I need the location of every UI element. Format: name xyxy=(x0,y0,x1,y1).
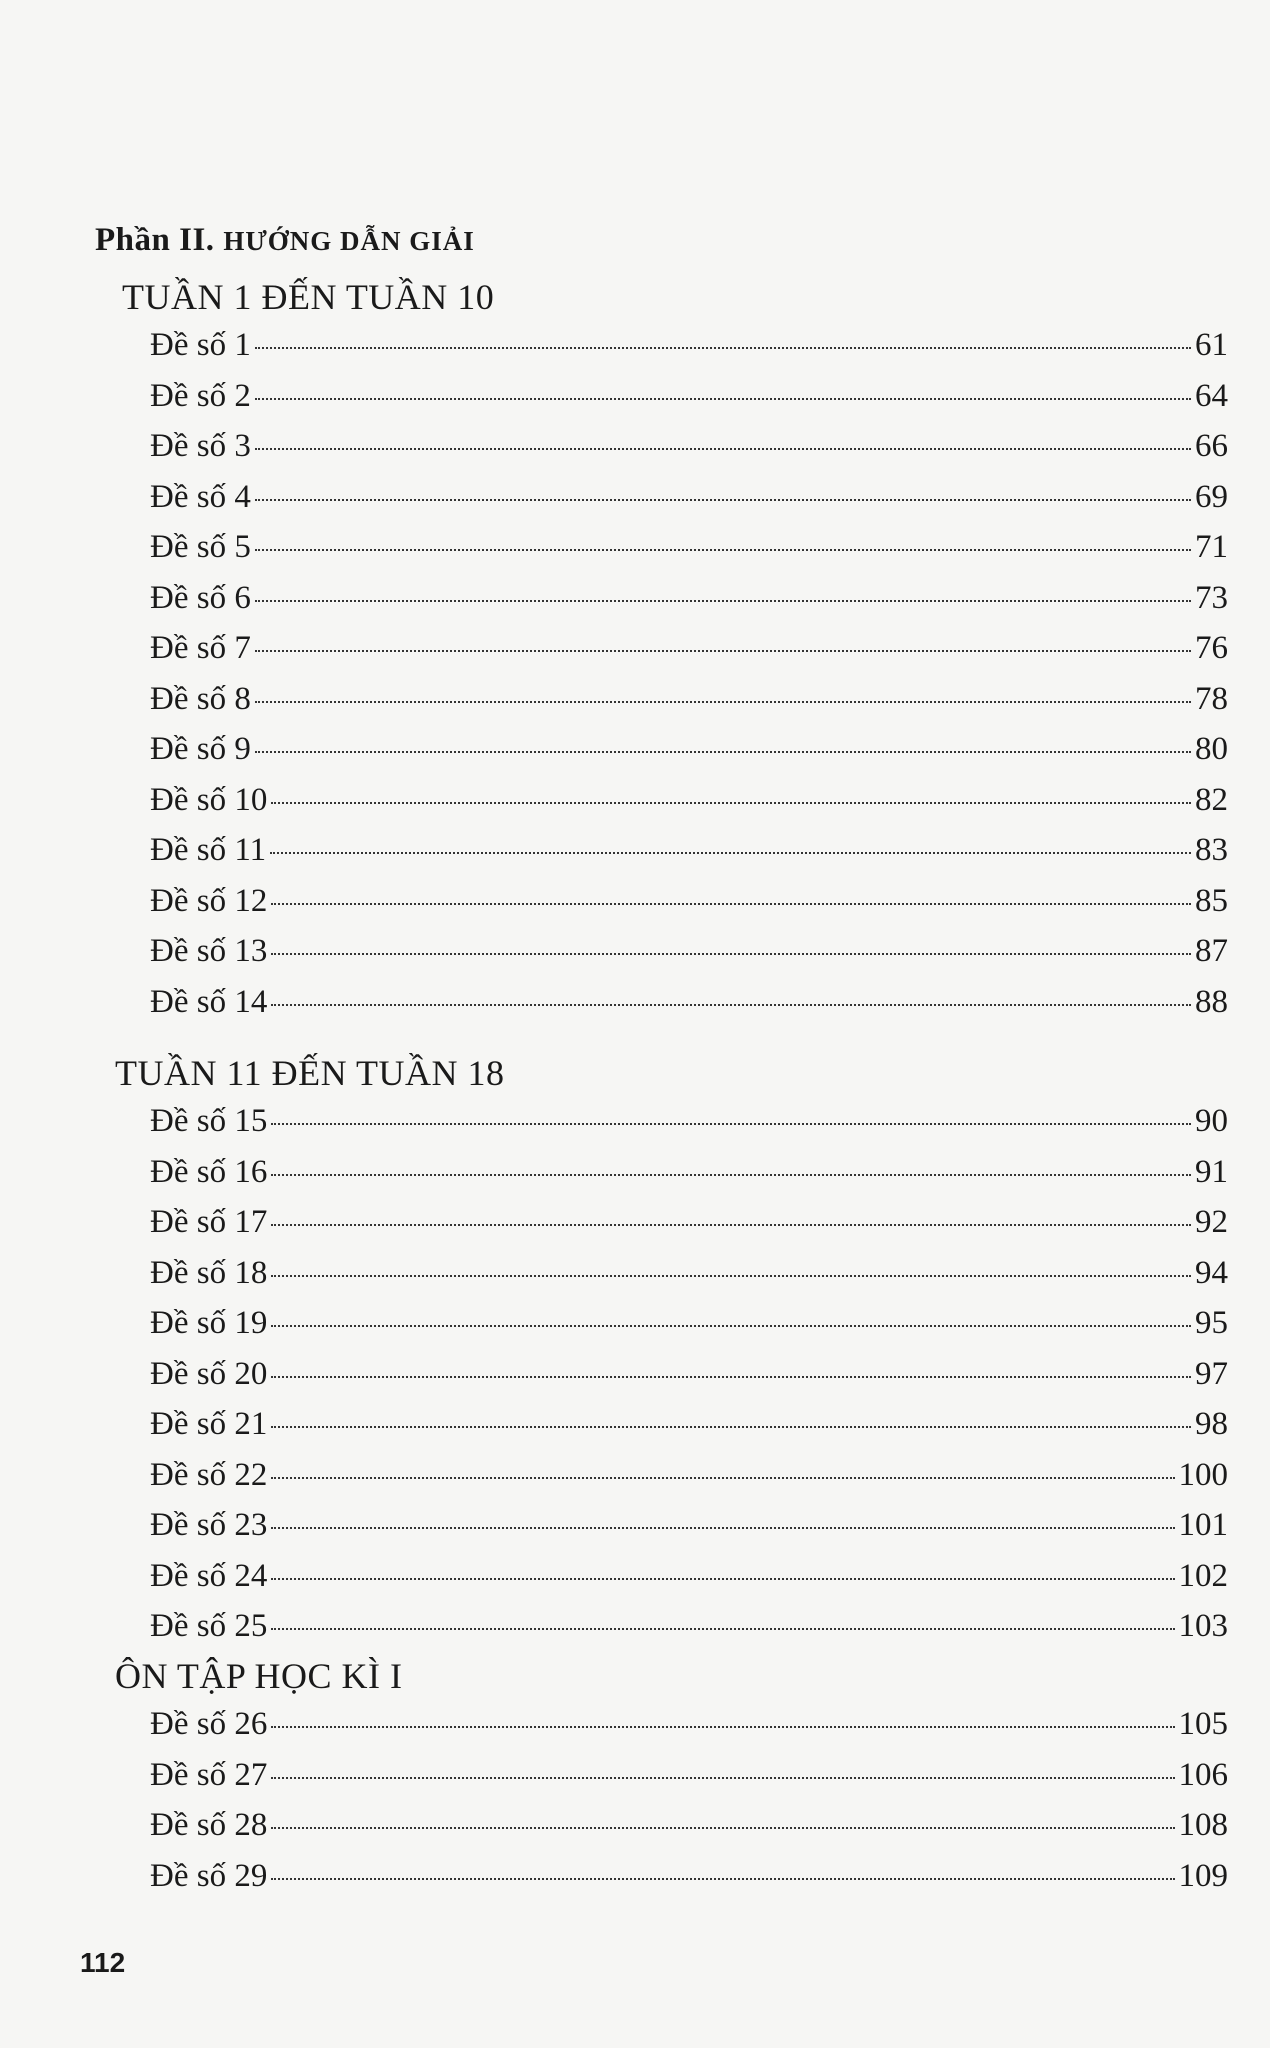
toc-entry[interactable] xyxy=(150,479,1228,516)
toc-entry-page: 106 xyxy=(1178,1756,1228,1793)
toc-entry-page: 73 xyxy=(1195,579,1228,616)
dot-leader xyxy=(271,1123,1191,1125)
toc-entry-label: Đề số 27 xyxy=(150,1756,268,1793)
toc-entry[interactable] xyxy=(150,731,1228,768)
dot-leader xyxy=(255,549,1191,551)
toc-entry[interactable] xyxy=(150,1757,1228,1794)
toc-entry[interactable] xyxy=(150,1305,1228,1342)
section-heading: TUẦN 11 ĐẾN TUẦN 18 xyxy=(115,1053,505,1093)
toc-entry-label: Đề số 20 xyxy=(150,1355,268,1392)
toc-entry-page: 69 xyxy=(1195,478,1228,515)
toc-entry-label: Đề số 19 xyxy=(150,1305,268,1341)
toc-entry[interactable] xyxy=(150,1406,1228,1443)
toc-entry-page: 61 xyxy=(1195,327,1228,363)
toc-entry-page: 91 xyxy=(1195,1153,1228,1190)
toc-entry-page: 88 xyxy=(1195,983,1228,1020)
toc-entry[interactable] xyxy=(150,832,1228,869)
toc-entry-label: Đề số 15 xyxy=(150,1103,268,1139)
toc-entry-page: 103 xyxy=(1178,1608,1228,1644)
toc-entry-label: Đề số 23 xyxy=(150,1507,268,1543)
toc-entry-page: 64 xyxy=(1195,377,1228,414)
toc-entry-page: 90 xyxy=(1195,1103,1228,1139)
section-heading: TUẦN 1 ĐẾN TUẦN 10 xyxy=(122,277,495,317)
toc-entry-label: Đề số 13 xyxy=(150,933,268,969)
toc-entry-label: Đề số 10 xyxy=(150,781,268,818)
toc-entry[interactable] xyxy=(150,1204,1228,1241)
dot-leader xyxy=(271,1578,1174,1580)
toc-entry-page: 87 xyxy=(1195,933,1228,969)
toc-entry-page: 102 xyxy=(1178,1557,1228,1594)
dot-leader xyxy=(271,1224,1191,1226)
toc-entry-page: 100 xyxy=(1178,1456,1228,1493)
dot-leader xyxy=(271,953,1191,955)
toc-entry[interactable] xyxy=(150,933,1228,970)
dot-leader xyxy=(271,1376,1191,1378)
dot-leader xyxy=(255,448,1191,450)
dot-leader xyxy=(255,650,1191,652)
toc-entry[interactable] xyxy=(150,529,1228,566)
dot-leader xyxy=(271,802,1191,804)
dot-leader xyxy=(271,1275,1191,1277)
toc-entry[interactable] xyxy=(150,883,1228,920)
toc-entry-page: 85 xyxy=(1195,882,1228,919)
toc-entry[interactable] xyxy=(150,1858,1228,1895)
toc-entry-page: 83 xyxy=(1195,832,1228,868)
dot-leader xyxy=(271,1527,1174,1529)
toc-entry-label: Đề số 29 xyxy=(150,1857,268,1894)
dot-leader xyxy=(271,1004,1191,1006)
toc-entry-page: 109 xyxy=(1178,1857,1228,1894)
toc-entry[interactable] xyxy=(150,1154,1228,1191)
toc-entry[interactable] xyxy=(150,327,1228,364)
toc-entry-label: Đề số 4 xyxy=(150,478,251,515)
toc-entry[interactable] xyxy=(150,1356,1228,1393)
toc-entry-label: Đề số 2 xyxy=(150,377,251,414)
toc-entry[interactable] xyxy=(150,1103,1228,1140)
toc-entry-label: Đề số 17 xyxy=(150,1204,268,1240)
toc-entry-page: 78 xyxy=(1195,680,1228,717)
toc-entry[interactable] xyxy=(150,1706,1228,1743)
toc-entry-label: Đề số 14 xyxy=(150,983,268,1020)
dot-leader xyxy=(271,1426,1191,1428)
toc-entry[interactable] xyxy=(150,782,1228,819)
toc-entry-page: 108 xyxy=(1178,1807,1228,1843)
toc-entry[interactable] xyxy=(150,1457,1228,1494)
toc-entry-label: Đề số 7 xyxy=(150,630,251,666)
toc-entry[interactable] xyxy=(150,1507,1228,1544)
toc-entry-page: 101 xyxy=(1178,1507,1228,1543)
dot-leader xyxy=(271,1325,1191,1327)
dot-leader xyxy=(271,1477,1174,1479)
dot-leader xyxy=(271,1726,1174,1728)
dot-leader xyxy=(270,852,1191,854)
toc-entry[interactable] xyxy=(150,681,1228,718)
toc-entry-label: Đề số 18 xyxy=(150,1254,268,1291)
toc-entry[interactable] xyxy=(150,580,1228,617)
toc-entry[interactable] xyxy=(150,428,1228,465)
toc-entry-page: 95 xyxy=(1195,1305,1228,1341)
dot-leader xyxy=(255,347,1191,349)
part-title xyxy=(95,222,475,259)
dot-leader xyxy=(271,1777,1174,1779)
toc-entry[interactable] xyxy=(150,378,1228,415)
toc-entry-label: Đề số 5 xyxy=(150,529,251,565)
dot-leader xyxy=(271,1174,1191,1176)
dot-leader xyxy=(255,701,1191,703)
toc-entry-page: 105 xyxy=(1178,1706,1228,1742)
toc-entry-page: 97 xyxy=(1195,1355,1228,1392)
dot-leader xyxy=(255,600,1191,602)
toc-entry-label: Đề số 28 xyxy=(150,1807,268,1843)
toc-entry-label: Đề số 3 xyxy=(150,428,251,464)
toc-entry-page: 80 xyxy=(1195,731,1228,767)
dot-leader xyxy=(271,1628,1174,1630)
toc-entry-page: 82 xyxy=(1195,781,1228,818)
toc-entry-label: Đề số 9 xyxy=(150,731,251,767)
toc-entry-label: Đề số 11 xyxy=(150,832,267,868)
toc-entry[interactable] xyxy=(150,1608,1228,1645)
toc-entry-page: 98 xyxy=(1195,1406,1228,1442)
toc-entry[interactable] xyxy=(150,630,1228,667)
toc-entry-label: Đề số 25 xyxy=(150,1608,268,1644)
toc-entry-label: Đề số 6 xyxy=(150,579,251,616)
toc-entry-label: Đề số 22 xyxy=(150,1456,268,1493)
toc-entry[interactable] xyxy=(150,1807,1228,1844)
dot-leader xyxy=(255,499,1191,501)
toc-entry[interactable] xyxy=(150,1255,1228,1292)
page-number: 112 xyxy=(80,1947,126,1978)
toc-entry-label: Đề số 12 xyxy=(150,882,268,919)
dot-leader xyxy=(271,1878,1174,1880)
dot-leader xyxy=(255,398,1191,400)
toc-entry-label: Đề số 24 xyxy=(150,1557,268,1594)
dot-leader xyxy=(271,1827,1174,1829)
dot-leader xyxy=(255,751,1191,753)
toc-entry-label: Đề số 21 xyxy=(150,1406,268,1442)
dot-leader xyxy=(271,903,1191,905)
toc-entry-page: 92 xyxy=(1195,1204,1228,1240)
toc-entry-label: Đề số 1 xyxy=(150,327,251,363)
toc-entry-page: 71 xyxy=(1195,529,1228,565)
toc-entry-page: 94 xyxy=(1195,1254,1228,1291)
part-title-prefix: Phần II. xyxy=(95,222,215,258)
toc-entry[interactable] xyxy=(150,1558,1228,1595)
toc-entry-page: 66 xyxy=(1195,428,1228,464)
part-title-text: HƯỚNG DẪN GIẢI xyxy=(223,226,475,256)
section-heading: ÔN TẬP HỌC KÌ I xyxy=(115,1656,403,1696)
toc-entry-label: Đề số 26 xyxy=(150,1706,268,1742)
toc-entry-page: 76 xyxy=(1195,630,1228,666)
toc-entry[interactable] xyxy=(150,984,1228,1021)
toc-entry-label: Đề số 8 xyxy=(150,680,251,717)
toc-entry-label: Đề số 16 xyxy=(150,1153,268,1190)
